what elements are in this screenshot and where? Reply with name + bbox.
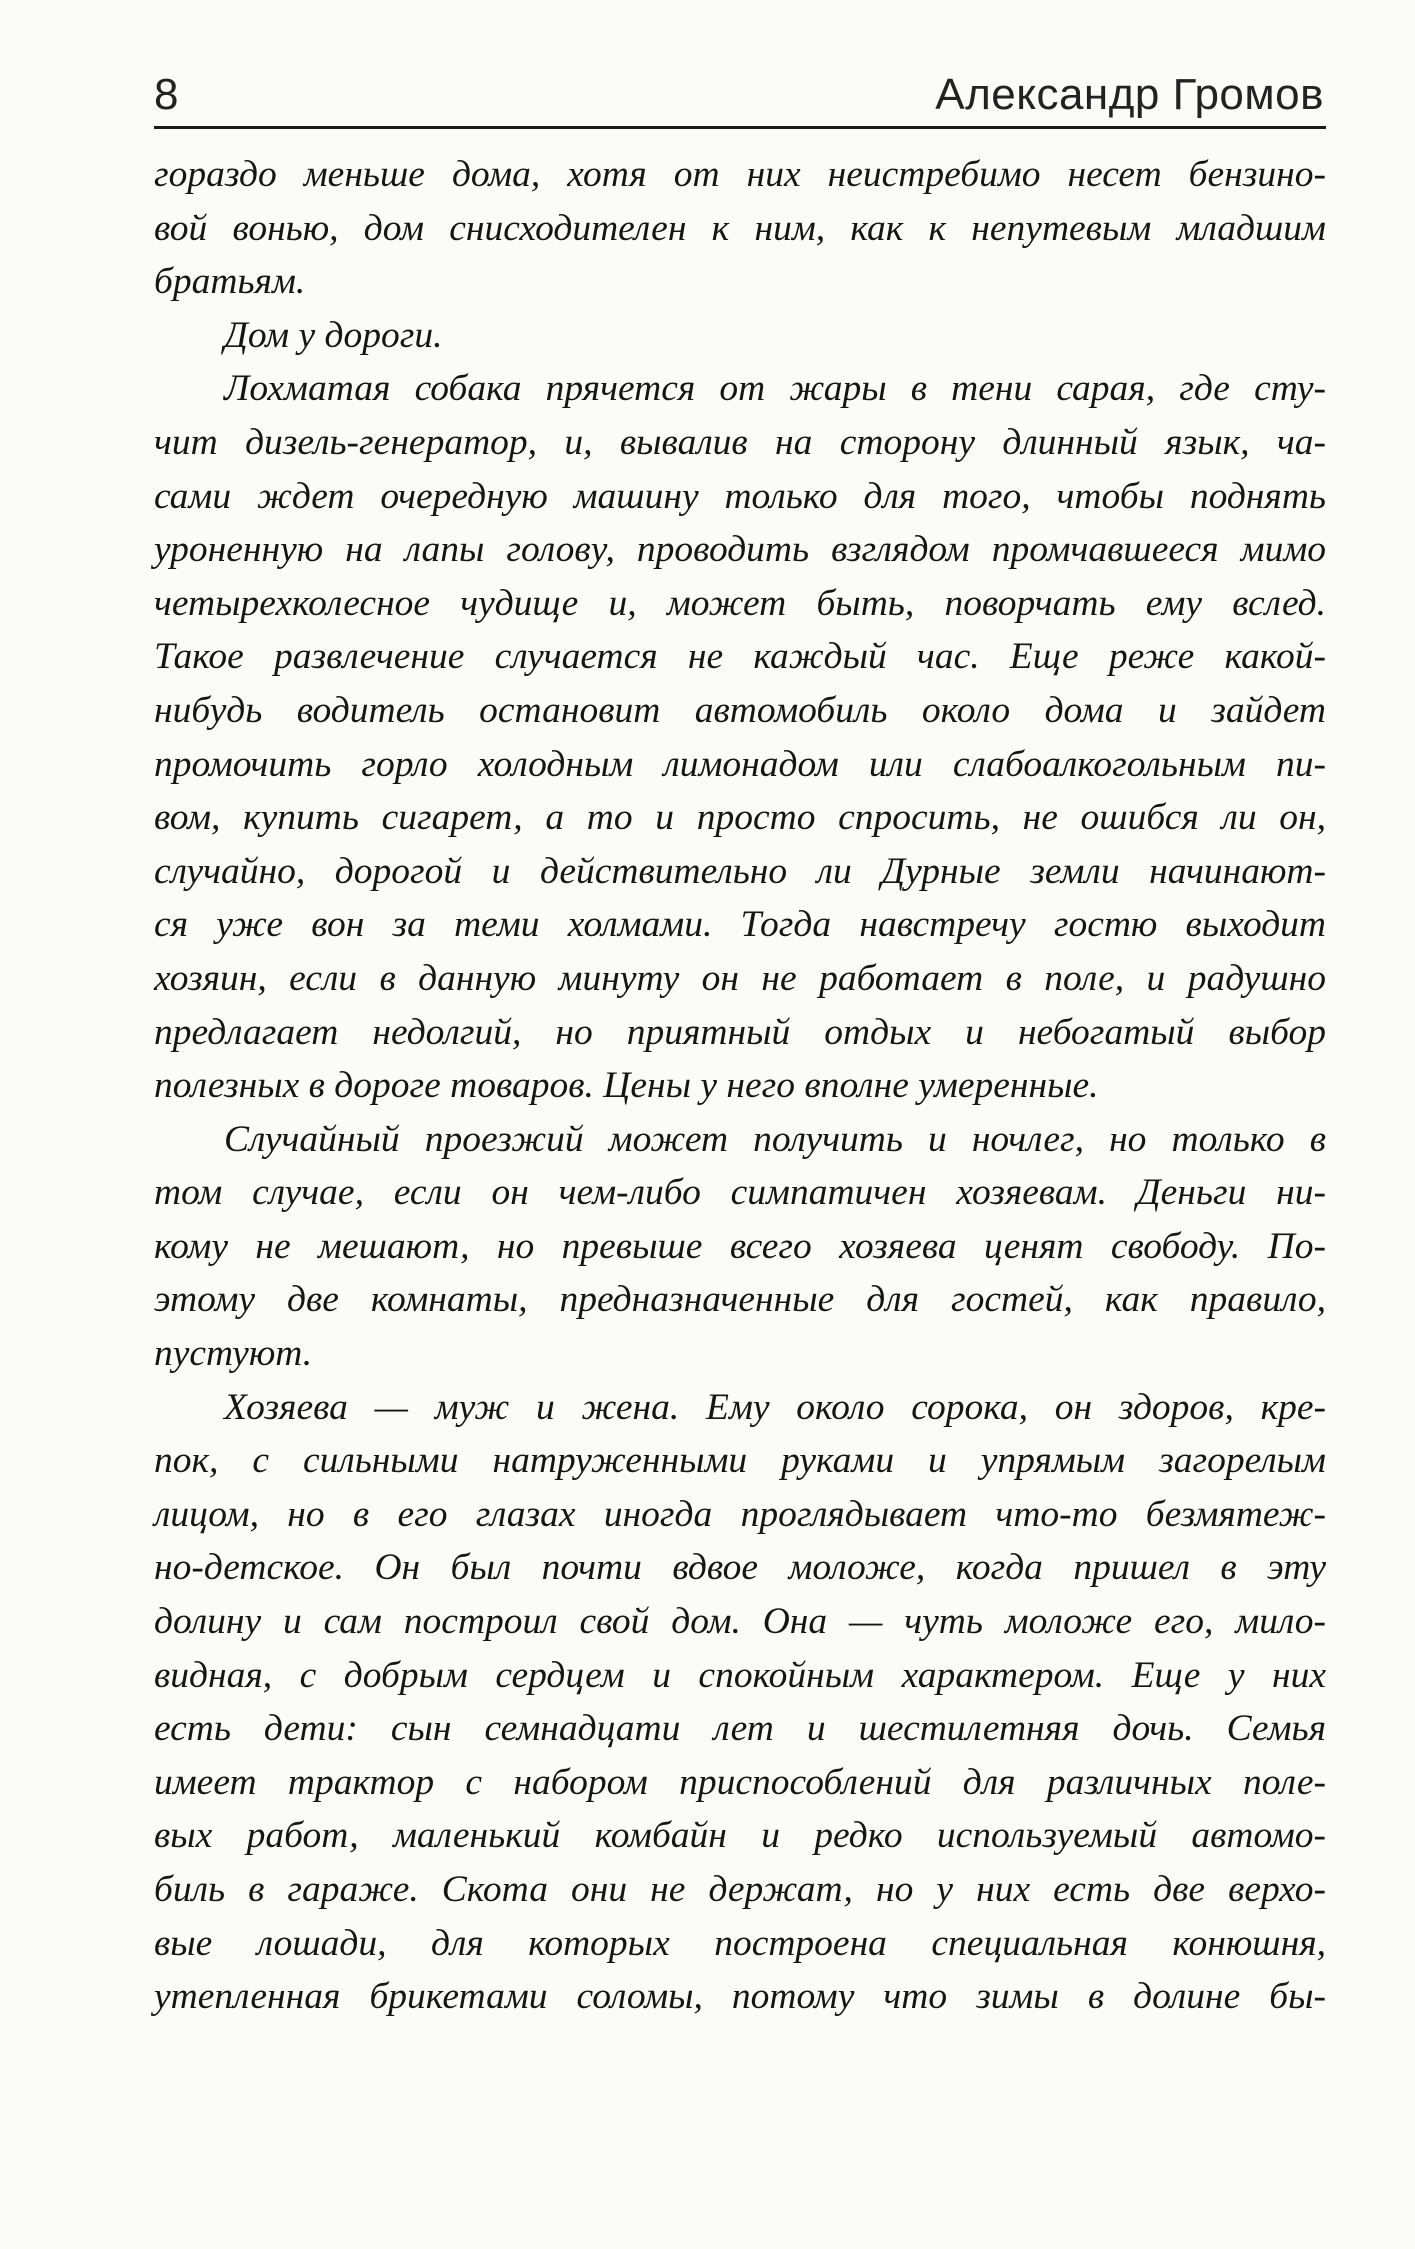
page-number: 8 xyxy=(154,70,179,119)
text-line: полезных в дороге товаров. Цены у него вполне умеренные. xyxy=(154,1065,1099,1107)
text-line: есть дети: сын семнадцати лет и шестилетняя дочь. Семья xyxy=(154,1708,1326,1750)
text-line: Лохматая собака прячется от жары в тени сарая, где сту- xyxy=(224,368,1326,410)
text-line: вых работ, маленький комбайн и редко используемый автомо- xyxy=(154,1815,1326,1857)
text-line: предлагает недолгий, но приятный отдых и небогатый выбор xyxy=(154,1011,1326,1053)
text-line: долину и сам построил свой дом. Она — чуть моложе его, мило- xyxy=(154,1601,1326,1643)
text-line: вой вонью, дом снисходителен к ним, как к непутевым младшим xyxy=(154,207,1326,249)
text-line: ся уже вон за теми холмами. Тогда навстречу гостю выходит xyxy=(154,904,1326,946)
text-line: Такое развлечение случается не каждый час. Еще реже какой- xyxy=(154,636,1326,678)
text-line: том случае, если он чем-либо симпатичен хозяевам. Деньги ни- xyxy=(154,1172,1326,1214)
paragraph xyxy=(154,362,1326,1112)
text-line: утепленная брикетами соломы, потому что зимы в долине бы- xyxy=(154,1976,1326,2018)
paragraph xyxy=(154,309,1326,363)
text-line: четырехколесное чудище и, может быть, поворчать ему вслед. xyxy=(154,582,1326,624)
text-line: чит дизель-генератор, и, вывалив на сторону длинный язык, ча- xyxy=(154,421,1326,463)
text-line: гораздо меньше дома, хотя от них неистребимо несет бензино- xyxy=(154,154,1326,195)
text-line: Хозяева — муж и жена. Ему около сорока, он здоров, кре- xyxy=(224,1386,1326,1428)
running-head-author: Александр Громов xyxy=(935,70,1324,119)
text-line: уроненную на лапы голову, проводить взглядом промчавшееся мимо xyxy=(154,529,1326,571)
text-line: вые лошади, для которых построена специальная конюшня, xyxy=(154,1922,1326,1964)
text-line: видная, с добрым сердцем и спокойным характером. Еще у них xyxy=(154,1654,1326,1696)
text-line: вом, купить сигарет, а то и просто спросить, не ошибся ли он, xyxy=(154,797,1326,839)
text-line: этому две комнаты, предназначенные для гостей, как правило, xyxy=(154,1279,1326,1321)
text-line: случайно, дорогой и действительно ли Дурные земли начинают- xyxy=(154,850,1326,892)
paragraph xyxy=(154,1113,1326,1381)
text-line: пок, с сильными натруженными руками и упрямым загорелым xyxy=(154,1440,1326,1482)
text-line: но-детское. Он был почти вдвое моложе, когда пришел в эту xyxy=(154,1547,1326,1589)
text-line: лицом, но в его глазах иногда проглядывает что-то безмятеж- xyxy=(154,1493,1326,1535)
text-line: нибудь водитель остановит автомобиль около дома и зайдет xyxy=(154,689,1326,731)
text-line: Дом у дороги. xyxy=(224,314,443,356)
text-line: промочить горло холодным лимонадом или слабоалкогольным пи- xyxy=(154,743,1326,785)
body-text xyxy=(154,148,1326,2024)
text-line: хозяин, если в данную минуту он не работает в поле, и радушно xyxy=(154,957,1326,999)
paragraph xyxy=(154,1381,1326,2024)
text-line: братьям. xyxy=(154,261,306,303)
text-line: кому не мешают, но превыше всего хозяева ценят свободу. По- xyxy=(154,1225,1326,1267)
paragraph xyxy=(154,148,1326,309)
page-header xyxy=(154,64,1326,129)
text-line: Случайный проезжий может получить и ночлег, но только в xyxy=(224,1118,1326,1160)
text-line: пустуют. xyxy=(154,1333,313,1375)
text-line: биль в гараже. Скота они не держат, но у них есть две верхо- xyxy=(154,1869,1326,1910)
text-line: имеет трактор с набором приспособлений для различных поле- xyxy=(154,1761,1326,1803)
text-line: сами ждет очередную машину только для того, чтобы поднять xyxy=(154,475,1326,517)
